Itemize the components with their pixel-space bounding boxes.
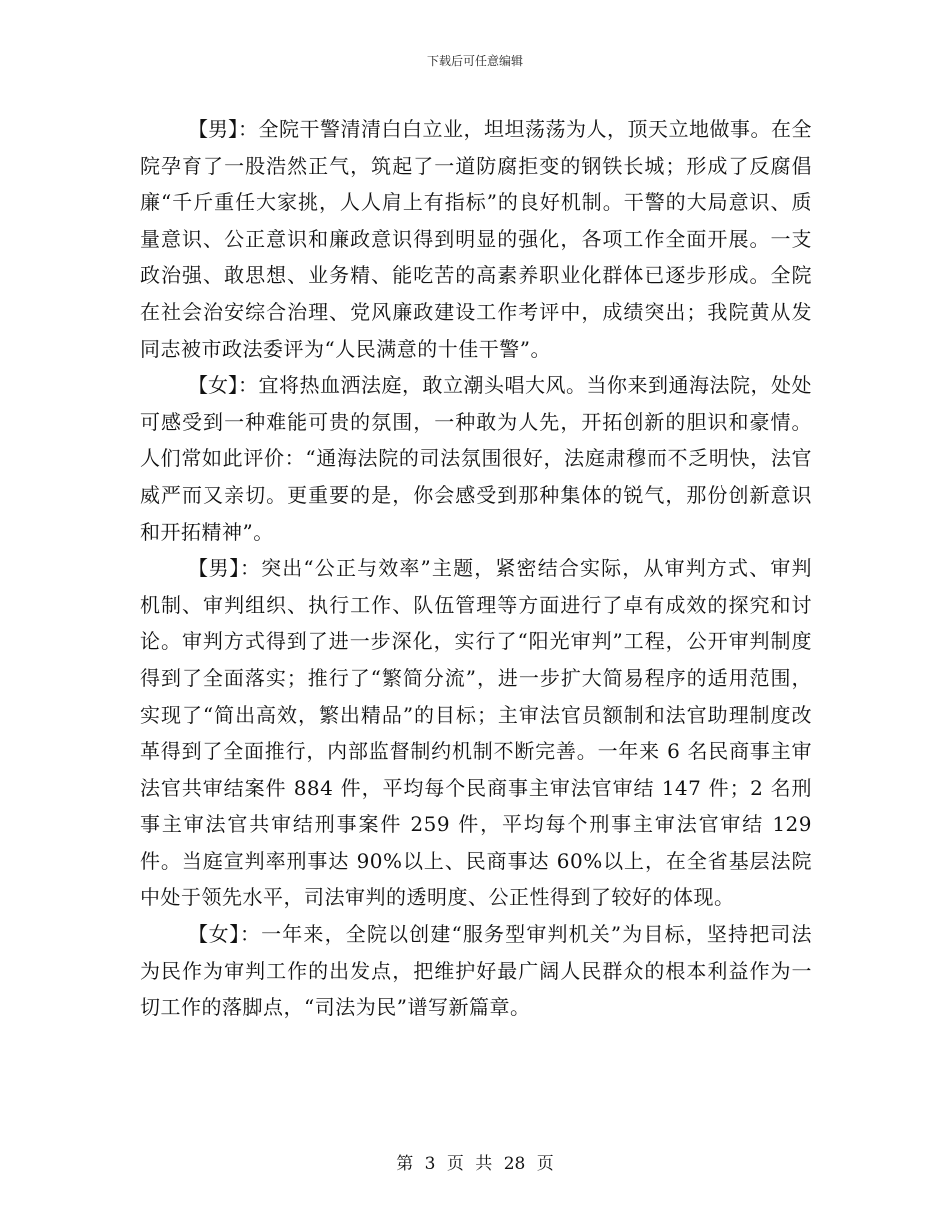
page-header: 下载后可任意编辑	[426, 54, 523, 68]
speaker-label: 【女】	[188, 373, 238, 398]
paragraph-3	[140, 550, 812, 916]
speaker-label: 【男】	[188, 117, 238, 141]
paragraph-1	[140, 111, 812, 367]
speaker-label: 【男】	[188, 556, 240, 581]
paragraph-text: ：突出“公正与效率”主题，紧密结合实际，从审判方式、审判机制、审判组织、执行工作、队伍管理等方面进行了卓有成效的探究和讨论。审判方式得到了进一步深化，实行了“阳光审判”工程，公开审判制度得到了全面落实；推行了“繁简分流”，进一步扩大简易程序的适用范围，实现了“简出高效，繁出精品”的目标；主审法官员额制和法官助理制度改革得到了全面推行，内部监督制约机制不断完善。一年来 6 名民商事主审法官共审结案件 884 件，平均每个民商事主审法官审结 147 件；2 名刑事主审法官共审结刑事案件 259 件，平均每个刑事主审法官审结 129 件。当庭宣判率刑事达 90%以上、民商事达 60%以上，在全省基层法院中处于领先水平，司法审判的透明度、公正性得到了较好的体现。	[140, 556, 813, 910]
paragraph-text: ：宜将热血洒法庭，敢立潮头唱大风。当你来到通海法院，处处可感受到一种难能可贵的氛围，一种敢为人先，开拓创新的胆识和豪情。人们常如此评价：“通海法院的司法氛围很好，法庭肃穆而不乏明快，法官威严而又亲切。更重要的是，你会感受到那种集体的锐气，那份创新意识和开拓精神”。	[140, 373, 812, 544]
paragraph-4	[140, 916, 812, 1026]
paragraph-text: ：一年来，全院以创建“服务型审判机关”为目标，坚持把司法为民作为审判工作的出发点，把维护好最广阔人民群众的根本利益作为一切工作的落脚点，“司法为民”谱写新篇章。	[140, 922, 813, 1020]
page-number: 第 3 页 共 28 页	[396, 1154, 554, 1174]
document-body	[140, 111, 812, 1026]
paragraph-2	[140, 367, 812, 550]
paragraph-text: ：全院干警清清白白立业，坦坦荡荡为人，顶天立地做事。在全院孕育了一股浩然正气，筑起了一道防腐拒变的钢铁长城；形成了反腐倡廉“千斤重任大家挑，人人肩上有指标”的良好机制。干警的大局意识、质量意识、公正意识和廉政意识得到明显的强化，各项工作全面开展。一支政治强、敢思想、业务精、能吃苦的高素养职业化群体已逐步形成。全院在社会治安综合治理、党风廉政建设工作考评中，成绩突出；我院黄从发同志被市政法委评为“人民满意的十佳干警”。	[140, 117, 812, 361]
speaker-label: 【女】	[188, 922, 240, 947]
